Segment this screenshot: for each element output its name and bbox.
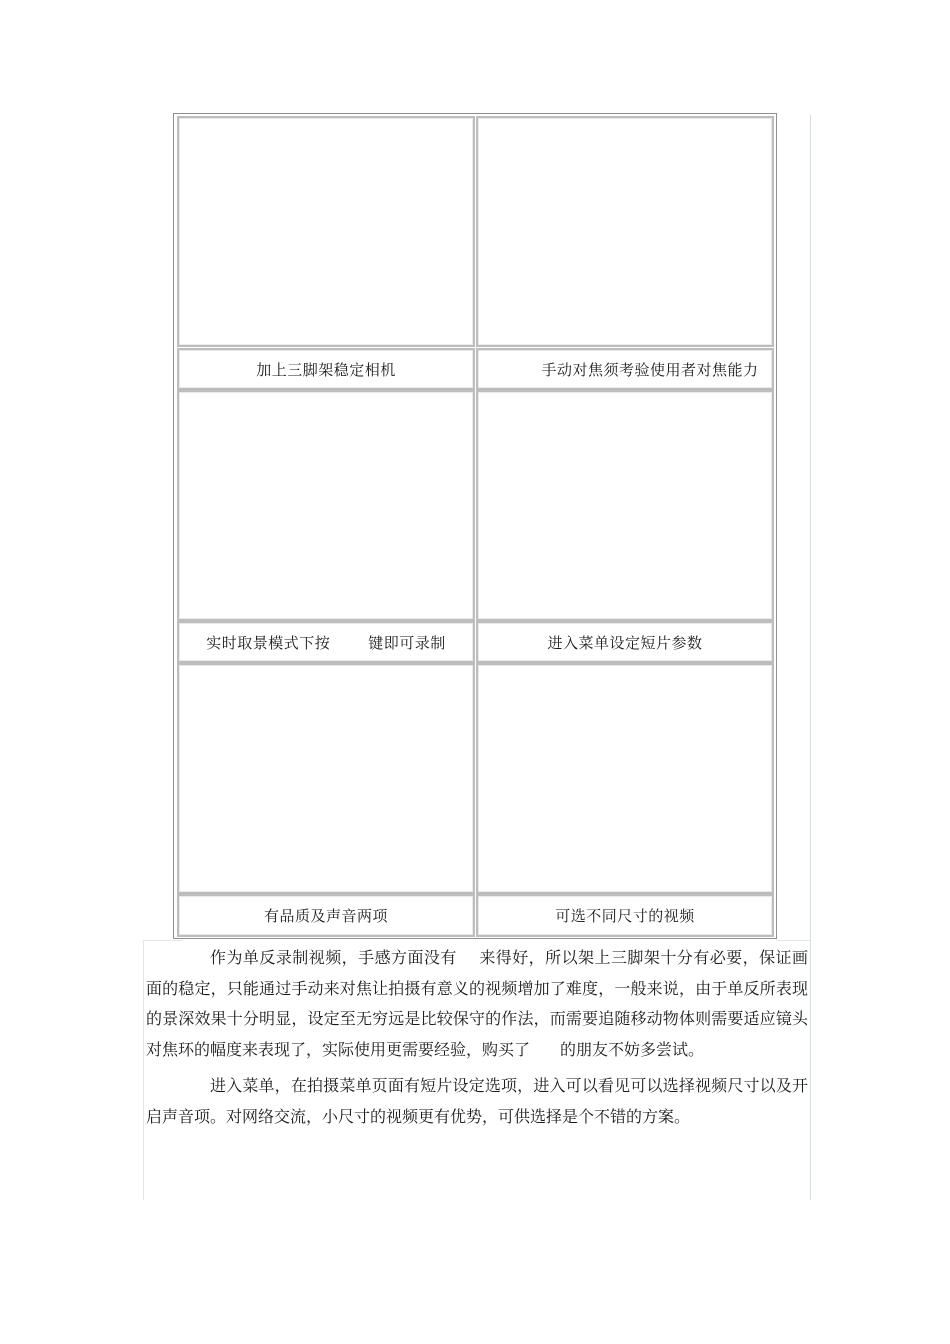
photo-placeholder xyxy=(177,116,475,347)
photo-caption xyxy=(476,894,774,937)
caption-text-part: 实时取景模式下按 xyxy=(206,633,331,652)
paragraph xyxy=(146,943,808,1065)
photo-grid-table xyxy=(173,113,777,939)
caption-text: 手动对焦须考验使用者对焦能力 xyxy=(541,360,759,379)
page-frame-top-rule-left xyxy=(143,940,183,941)
photo-caption xyxy=(177,621,475,663)
caption-text: 有品质及声音两项 xyxy=(263,907,388,925)
paragraph-text: 的朋友不妨多尝试。 xyxy=(560,1039,705,1059)
photo-placeholder xyxy=(476,390,774,621)
page-frame-top-rule-right xyxy=(776,940,811,941)
paragraph-text: 进入菜单，在拍摄菜单页面有短片设定选项，进入可以看见可以选择视频尺寸以及开启声音项。对网络交流，小尺寸的视频更有优势，可供选择是个不错的方案。 xyxy=(146,1076,808,1126)
article-body xyxy=(146,943,808,1132)
paragraph-text: 来得好，所以架上三脚架十分有必要，保证画面的稳定，只能通过手动来对焦让拍摄有意义的视频增加了难度，一般来说，由于单反所表现的景深效果十分明显，设定至无穷远是比较保守的作法，而需要追随移动物体则需要适应镜头对焦环的幅度来表现了，实际使用更需要经验，购买了 xyxy=(146,948,808,1059)
page-frame-right-rule xyxy=(810,115,811,1200)
photo-placeholder xyxy=(177,390,475,621)
photo-placeholder xyxy=(476,663,774,894)
caption-text: 加上三脚架稳定相机 xyxy=(256,360,396,379)
caption-text: 进入菜单设定短片参数 xyxy=(547,633,703,652)
photo-placeholder xyxy=(177,663,475,894)
photo-caption xyxy=(476,621,774,663)
photo-placeholder xyxy=(476,116,774,347)
photo-caption xyxy=(177,894,475,937)
caption-text: 可选不同尺寸的视频 xyxy=(555,907,695,925)
photo-caption xyxy=(177,348,475,390)
page-frame-left-rule xyxy=(143,940,144,1200)
paragraph xyxy=(146,1071,808,1132)
photo-caption xyxy=(476,348,774,390)
caption-text-part: 键即可录制 xyxy=(368,633,446,652)
paragraph-text: 作为单反录制视频，手感方面没有 xyxy=(210,948,457,967)
